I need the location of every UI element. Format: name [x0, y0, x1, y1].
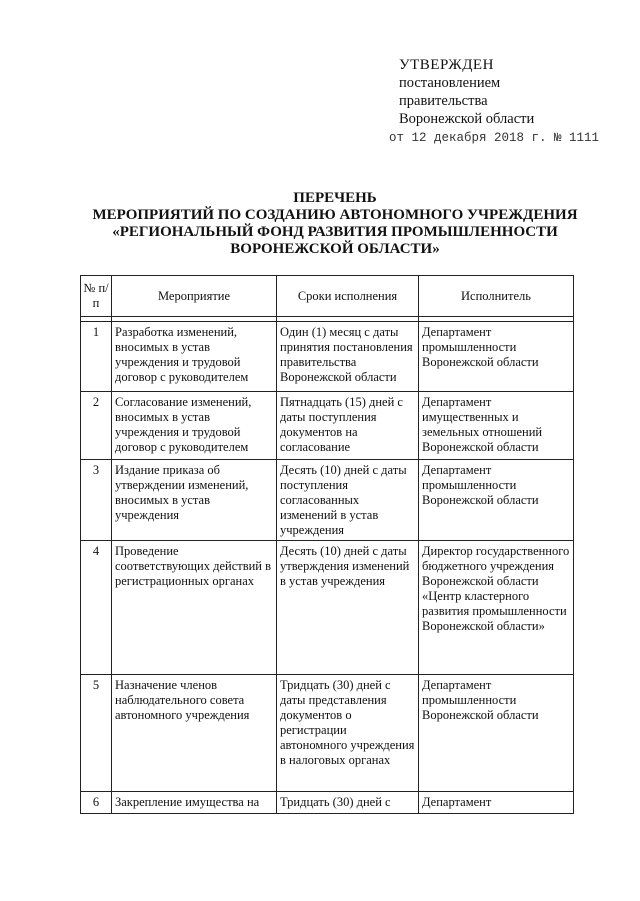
row-event: Издание приказа об утверждении изменений, вносимых в устав учреждения: [112, 460, 277, 541]
table-header-row: [81, 276, 574, 317]
row-deadline: Десять (10) дней с даты поступления согласованных изменений в устав учреждения: [277, 460, 419, 541]
approval-date-line: от 12 декабря 2018 г. № 1111: [389, 131, 600, 145]
row-executor: Департамент промышленности Воронежской области: [419, 675, 574, 792]
title-line-4: ВОРОНЕЖСКОЙ ОБЛАСТИ»: [230, 241, 440, 257]
row-num: 2: [81, 392, 112, 460]
table-row: [81, 792, 574, 814]
table-row: [81, 322, 574, 392]
row-deadline: Тридцать (30) дней с даты представления документов о регистрации автономного учреждения в налоговых органах: [277, 675, 419, 792]
row-num: 5: [81, 675, 112, 792]
row-deadline: Один (1) месяц с даты принятия постановления правительства Воронежской области: [277, 322, 419, 392]
header-deadline: Сроки исполнения: [277, 276, 419, 317]
row-num: 4: [81, 541, 112, 675]
row-event: Проведение соответствующих действий в регистрационных органах: [112, 541, 277, 675]
row-event: Согласование изменений, вносимых в устав учреждения и трудовой договор с руководителем: [112, 392, 277, 460]
row-deadline: Тридцать (30) дней с: [277, 792, 419, 814]
approval-heading: УТВЕРЖДЕН: [399, 57, 494, 73]
row-event: Назначение членов наблюдательного совета автономного учреждения: [112, 675, 277, 792]
approval-line-3: Воронежской области: [399, 111, 535, 127]
row-event: Разработка изменений, вносимых в устав учреждения и трудовой договор с руководителем: [112, 322, 277, 392]
measures-table: [80, 275, 574, 814]
title-line-1: ПЕРЕЧЕНЬ: [293, 190, 377, 206]
document-title: [60, 190, 610, 258]
header-num: № п/п: [81, 276, 112, 317]
row-executor: Департамент промышленности Воронежской области: [419, 460, 574, 541]
header-executor: Исполнитель: [419, 276, 574, 317]
row-deadline: Пятнадцать (15) дней с даты поступления документов на согласование: [277, 392, 419, 460]
row-executor: Директор государственного бюджетного учреждения Воронежской области «Центр кластерного развития промышленности Воронежской области»: [419, 541, 574, 675]
approval-line-2: правительства: [399, 93, 488, 109]
row-num: 3: [81, 460, 112, 541]
approval-line-1: постановлением: [399, 75, 501, 91]
table-row: [81, 541, 574, 675]
title-line-3: «РЕГИОНАЛЬНЫЙ ФОНД РАЗВИТИЯ ПРОМЫШЛЕННОСТИ: [112, 224, 558, 240]
row-deadline: Десять (10) дней с даты утверждения изменений в устав учреждения: [277, 541, 419, 675]
row-num: 6: [81, 792, 112, 814]
row-executor: Департамент промышленности Воронежской области: [419, 322, 574, 392]
row-num: 1: [81, 322, 112, 392]
approval-stamp: [389, 56, 600, 147]
row-event: Закрепление имущества на: [112, 792, 277, 814]
table-row: [81, 392, 574, 460]
header-event: Мероприятие: [112, 276, 277, 317]
title-line-2: МЕРОПРИЯТИЙ ПО СОЗДАНИЮ АВТОНОМНОГО УЧРЕЖДЕНИЯ: [92, 207, 578, 223]
table-row: [81, 675, 574, 792]
table-row: [81, 460, 574, 541]
row-executor: Департамент: [419, 792, 574, 814]
row-executor: Департамент имущественных и земельных отношений Воронежской области: [419, 392, 574, 460]
